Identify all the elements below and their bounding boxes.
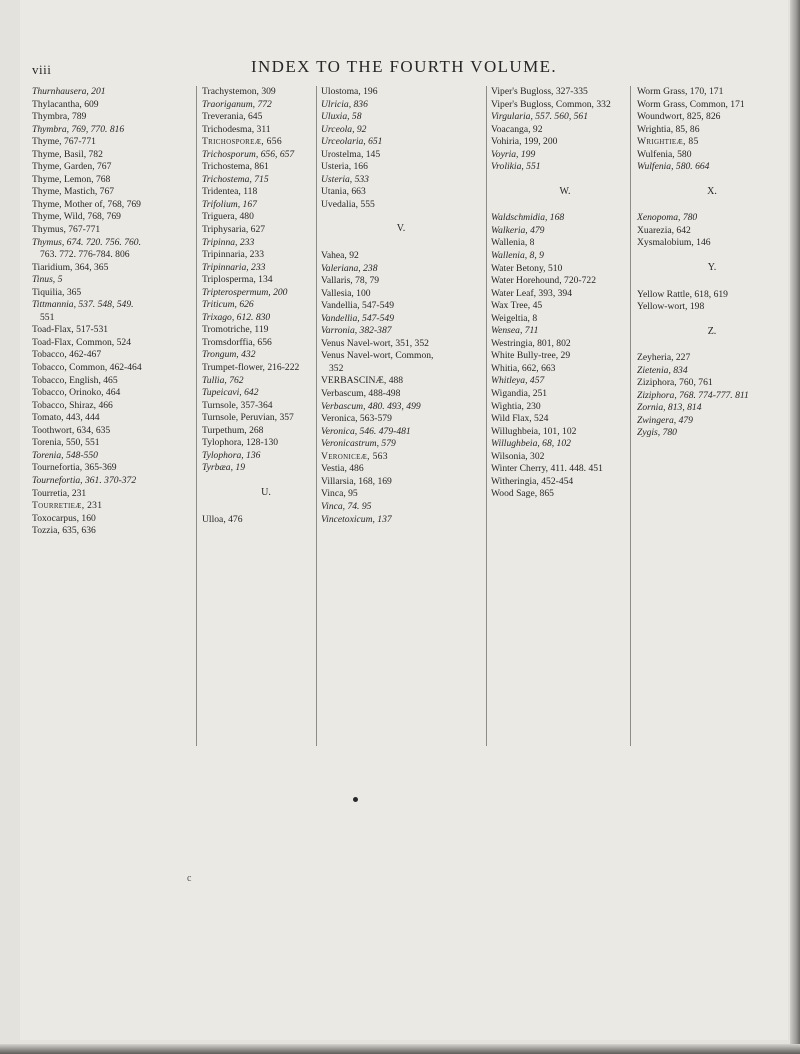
index-entry: Tourretieæ, 231	[32, 500, 103, 512]
index-entry: Treverania, 645	[202, 111, 263, 123]
index-entry: Verbascum, 488-498	[321, 388, 401, 400]
index-entry: Yellow-wort, 198	[637, 301, 705, 313]
index-entry: Triphysaria, 627	[202, 224, 266, 236]
index-entry: Trichosporeæ, 656	[202, 136, 282, 148]
index-entry: Vinca, 74. 95	[321, 500, 372, 512]
index-entry: Zeyheria, 227	[637, 352, 691, 364]
index-section-letter: W.	[559, 185, 571, 197]
index-entry: Tullia, 762	[202, 374, 244, 386]
index-entry: Virgularia, 557. 560, 561	[491, 111, 589, 123]
index-section-letter: X.	[707, 185, 717, 197]
index-entry: Torenia, 550, 551	[32, 437, 100, 449]
index-entry: Trichostema, 861	[202, 161, 269, 173]
index-entry: Xuarezia, 642	[637, 224, 691, 236]
index-entry: Yellow Rattle, 618, 619	[637, 288, 728, 300]
index-entry: Trichostema, 715	[202, 173, 269, 185]
index-entry: Tylophora, 128-130	[202, 437, 279, 449]
index-entry: Veronica, 546. 479-481	[321, 425, 411, 437]
index-entry: Tripinna, 233	[202, 236, 255, 248]
index-column-1	[32, 86, 197, 538]
index-entry: Zornia, 813, 814	[637, 402, 702, 414]
index-entry: Ulloa, 476	[202, 513, 243, 525]
index-entry: Winter Cherry, 411. 448. 451	[491, 463, 603, 475]
index-entry: Walkeria, 479	[491, 224, 545, 236]
index-entry: VERBASCINÆ, 488	[321, 375, 404, 387]
index-entry: Toad-Flax, 517-531	[32, 324, 109, 336]
index-entry: Thyme, Mastich, 767	[32, 186, 115, 198]
index-entry: Veronicastrum, 579	[321, 438, 396, 450]
index-entry: Wallenia, 8	[491, 237, 535, 249]
page-title: INDEX TO THE FOURTH VOLUME.	[250, 57, 558, 76]
index-column-2	[202, 86, 330, 526]
index-entry: Tromotriche, 119	[202, 324, 269, 336]
index-entry: Vallaris, 78, 79	[321, 275, 380, 287]
index-entry: Vestia, 486	[321, 463, 364, 475]
index-entry: Toxocarpus, 160	[32, 512, 96, 524]
index-entry: Tournefortia, 361. 370-372	[32, 474, 137, 486]
index-entry: Wulfenia, 580. 664	[637, 161, 710, 173]
index-entry: Whitleya, 457	[491, 375, 545, 387]
index-entry: Thylacantha, 609	[32, 98, 99, 110]
index-entry: Toad-Flax, Common, 524	[32, 336, 131, 348]
index-entry: Viper's Bugloss, Common, 332	[491, 98, 611, 110]
index-section-letter: V.	[396, 223, 406, 235]
index-entry: Traoriganum, 772	[202, 98, 272, 110]
index-entry: Willughbeia, 101, 102	[491, 425, 577, 437]
index-entry: Verbascum, 480. 493, 499	[321, 400, 421, 412]
index-entry: Voyria, 199	[491, 148, 536, 160]
index-entry: 352	[329, 362, 344, 374]
index-entry: Veroniceæ, 563	[321, 450, 388, 462]
index-entry: Vrolikia, 551	[491, 161, 541, 173]
index-entry: Utania, 663	[321, 186, 366, 198]
index-entry: Trichosporum, 656, 657	[202, 148, 295, 160]
index-entry: Triguera, 480	[202, 211, 254, 223]
index-entry: Urostelma, 145	[321, 148, 381, 160]
index-entry: Water Horehound, 720-722	[491, 275, 596, 287]
index-entry: Turpethum, 268	[202, 424, 264, 436]
index-entry: Wightia, 230	[491, 400, 541, 412]
index-entry: Wood Sage, 865	[491, 488, 554, 500]
printer-dot	[353, 797, 358, 802]
index-entry: Thymus, 674. 720. 756. 760.	[32, 236, 141, 248]
index-entry: Thyme, Mother of, 768, 769	[32, 198, 141, 210]
index-entry: Vandellia, 547-549	[321, 312, 395, 324]
index-section-letter: Z.	[707, 325, 717, 337]
index-entry: Tupeicavi, 642	[202, 387, 259, 399]
index-entry: Vohiria, 199, 200	[491, 136, 558, 148]
index-entry: Trachystemon, 309	[202, 86, 276, 97]
index-entry: Wilsonia, 302	[491, 450, 545, 462]
index-entry: Whitia, 662, 663	[491, 362, 556, 374]
index-entry: Wigandia, 251	[491, 388, 548, 400]
index-entry: Thyme, Wild, 768, 769	[32, 211, 121, 223]
index-entry: Trumpet-flower, 216-222	[202, 362, 300, 374]
index-entry: Vinca, 95	[321, 488, 358, 500]
index-entry: Voacanga, 92	[491, 123, 543, 135]
index-entry: Ziziphora, 760, 761	[637, 377, 713, 389]
index-entry: Urceola, 92	[321, 123, 367, 135]
index-entry: Urceolaria, 651	[321, 136, 383, 148]
index-entry: Thymus, 767-771	[32, 224, 101, 236]
column-divider	[486, 86, 487, 746]
index-entry: Thyme, Garden, 767	[32, 161, 112, 173]
index-entry: Tourretia, 231	[32, 487, 87, 499]
index-entry: Uluxia, 58	[321, 111, 362, 123]
index-entry: Tobacco, 462-467	[32, 349, 102, 361]
index-entry: Willughbeia, 68, 102	[491, 438, 571, 450]
scan-bottom-shadow	[0, 1044, 800, 1054]
index-entry: Ziziphora, 768. 774-777. 811	[637, 389, 749, 401]
index-entry: 551	[40, 311, 55, 323]
index-entry: Zietenia, 834	[637, 364, 688, 376]
index-entry: Trixago, 612. 830	[202, 311, 271, 323]
index-column-4	[491, 86, 639, 501]
index-entry: Tobacco, Shiraz, 466	[32, 399, 113, 411]
index-entry: Tozzia, 635, 636	[32, 525, 96, 537]
index-entry: Tridentea, 118	[202, 186, 258, 198]
index-entry: Vahea, 92	[321, 250, 359, 262]
index-entry: Worm Grass, 170, 171	[637, 86, 724, 97]
index-entry: Usteria, 166	[321, 161, 368, 173]
index-entry: Thymbra, 789	[32, 111, 87, 123]
index-entry: Waldschmidia, 168	[491, 212, 565, 224]
index-entry: Vandellia, 547-549	[321, 300, 395, 312]
index-entry: Tiquilia, 365	[32, 286, 82, 298]
index-entry: Tripinnaria, 233	[202, 249, 265, 261]
index-entry: Witheringia, 452-454	[491, 475, 574, 487]
index-entry: Tinus, 5	[32, 274, 63, 286]
index-entry: Toothwort, 634, 635	[32, 424, 111, 436]
index-entry: Villarsia, 168, 169	[321, 475, 392, 487]
index-columns	[32, 86, 792, 786]
index-entry: Tobacco, English, 465	[32, 374, 118, 386]
index-entry: Wulfenia, 580	[637, 148, 692, 160]
scan-edge-shadow	[790, 0, 800, 1054]
index-entry: Tournefortia, 365-369	[32, 462, 117, 474]
index-page	[20, 0, 788, 1040]
page-folio: viii	[32, 62, 52, 77]
index-entry: Ulostoma, 196	[321, 86, 378, 97]
index-entry: Valeriana, 238	[321, 262, 378, 274]
index-entry: Venus Navel-wort, Common,	[321, 350, 434, 362]
index-entry: Zygis, 780	[637, 427, 677, 439]
index-entry: Trichodesma, 311	[202, 123, 271, 135]
index-entry: Torenia, 548-550	[32, 449, 98, 461]
index-entry: Viper's Bugloss, 327-335	[491, 86, 588, 97]
index-entry: Zwingera, 479	[637, 414, 693, 426]
stray-mark: c	[187, 873, 192, 884]
index-entry: Turnsole, 357-364	[202, 399, 273, 411]
index-entry: Thymbra, 769, 770. 816	[32, 123, 125, 135]
index-entry: Xenopoma, 780	[637, 212, 698, 224]
index-entry: Venus Navel-wort, 351, 352	[321, 337, 429, 349]
index-entry: Ulricia, 836	[321, 98, 368, 110]
index-entry: Wax Tree, 45	[491, 300, 543, 312]
index-entry: Tomato, 443, 444	[32, 412, 100, 424]
index-entry: Usteria, 533	[321, 173, 369, 185]
index-entry: Tiaridium, 364, 365	[32, 261, 109, 273]
index-entry: Tripterospermum, 200	[202, 286, 288, 298]
index-entry: Water Betony, 510	[491, 262, 563, 274]
index-entry: Wrightieæ, 85	[637, 136, 699, 148]
index-entry: Wild Flax, 524	[491, 413, 549, 425]
index-entry: Tylophora, 136	[202, 449, 261, 461]
page-header	[20, 57, 788, 79]
index-entry: Water Leaf, 393, 394	[491, 287, 573, 299]
index-entry: Tromsdorffia, 656	[202, 336, 272, 348]
index-entry: Triticum, 626	[202, 299, 254, 311]
index-entry: Veronica, 563-579	[321, 413, 392, 425]
index-entry: Triplosperma, 134	[202, 274, 273, 286]
index-entry: Tyrbæa, 19	[202, 462, 245, 474]
index-entry: Thurnhausera, 201	[32, 86, 106, 97]
index-entry: Trifolium, 167	[202, 198, 257, 210]
index-column-5	[637, 86, 787, 440]
index-entry: Uvedalia, 555	[321, 198, 375, 210]
index-entry: Tobacco, Common, 462-464	[32, 362, 142, 374]
index-entry: Tobacco, Orinoko, 464	[32, 387, 121, 399]
index-entry: Turnsole, Peruvian, 357	[202, 412, 294, 424]
index-section-letter: U.	[261, 486, 271, 498]
index-entry: Tittmannia, 537. 548, 549.	[32, 299, 134, 311]
index-entry: Worm Grass, Common, 171	[637, 98, 745, 110]
index-section-letter: Y.	[707, 262, 717, 274]
index-entry: Wensea, 711	[491, 325, 539, 337]
index-entry: Thyme, Lemon, 768	[32, 173, 111, 185]
index-entry: Wallenia, 8, 9	[491, 250, 544, 262]
index-entry: Trongum, 432	[202, 349, 256, 361]
index-entry: Thyme, Basil, 782	[32, 148, 103, 160]
index-entry: Weigeltia, 8	[491, 312, 538, 324]
index-entry: Westringia, 801, 802	[491, 337, 571, 349]
index-entry: White Bully-tree, 29	[491, 350, 571, 362]
index-entry: Vallesia, 100	[321, 287, 371, 299]
index-column-3	[321, 86, 481, 526]
index-entry: Varronia, 382-387	[321, 325, 392, 337]
index-entry: Xysmalobium, 146	[637, 237, 711, 249]
index-entry: Vincetoxicum, 137	[321, 513, 392, 525]
index-entry: Wrightia, 85, 86	[637, 123, 700, 135]
index-entry: Woundwort, 825, 826	[637, 111, 721, 123]
index-entry: 763. 772. 776-784. 806	[40, 249, 130, 261]
index-entry: Tripinnaria, 233	[202, 261, 266, 273]
index-entry: Thyme, 767-771	[32, 136, 96, 148]
